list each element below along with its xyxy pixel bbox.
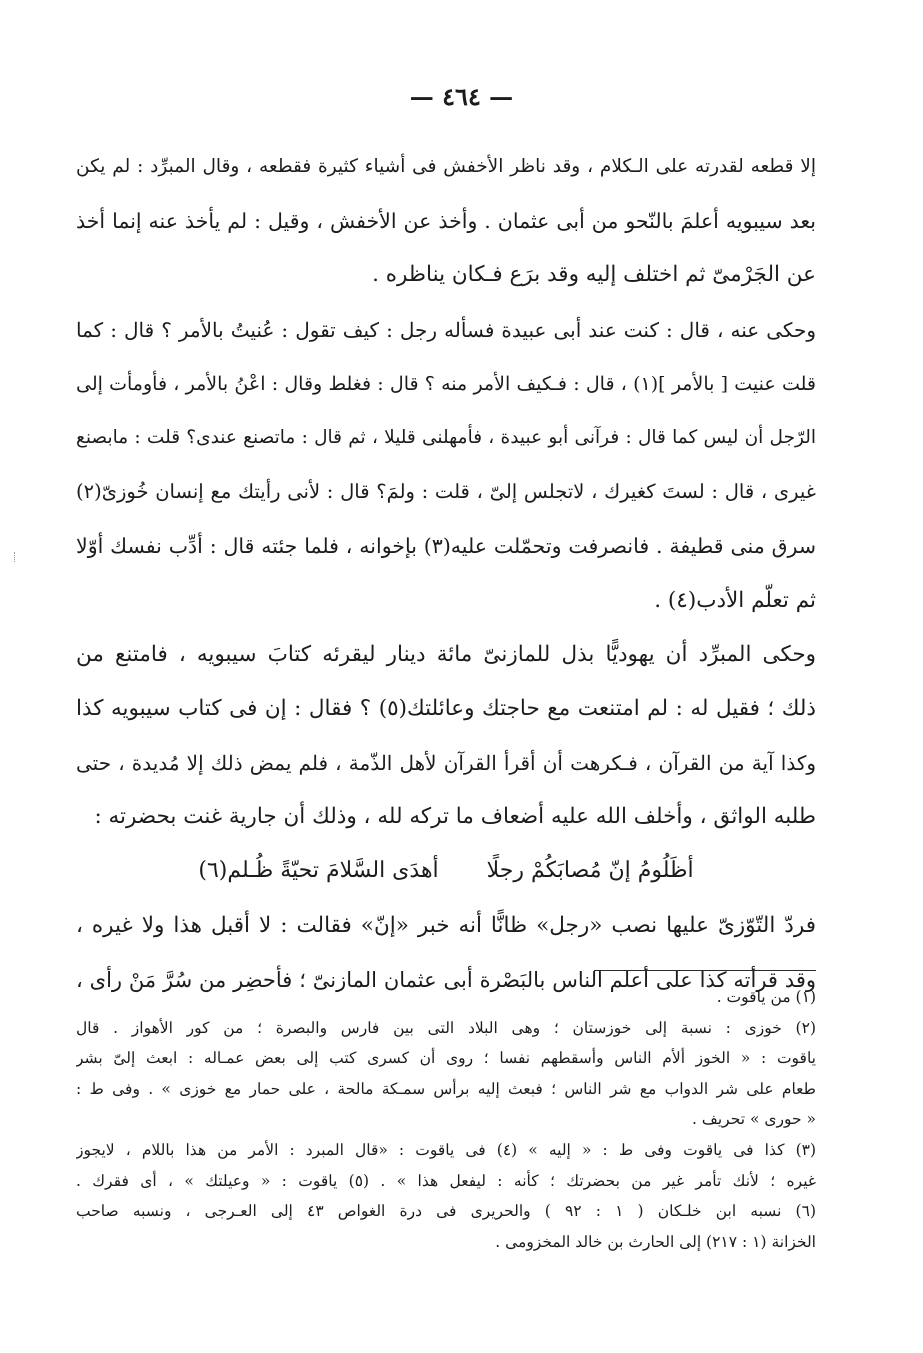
footnote-separator bbox=[594, 970, 816, 971]
page-number: — ٤٦٤ — bbox=[409, 82, 514, 111]
footnote-line: ياقوت : « الخوز ألأم الناس وأسقطهم نفسا ؛ روى أن كسرى كتب إلى بعض عمـاله : ابعث إلىّ بشر bbox=[76, 1049, 816, 1068]
footnote-line: طعام على شر الدواب مع شر الناس ؛ فبعث إليه برأس سمـكة مالحة ، على حمار مع خوزى » . وفى ط : bbox=[76, 1079, 816, 1098]
text-line: عن الجَرْمىّ ثم اختلف إليه وقد برَع فـكان يناظره . bbox=[372, 262, 816, 288]
footnote-line: (٦) نسبه ابن خلـكان ( ١ : ٩٢ ) والحريرى فى درة الغواص ٤٣ إلى العـرجى ، ونسبه صاحب bbox=[76, 1202, 816, 1221]
verse-second-hemistich: أهدَى السَّلامَ تحيّةً ظُـلم(٦) bbox=[198, 858, 439, 884]
footnote-line: « حورى » تحريف . bbox=[691, 1110, 816, 1129]
text-line: طلبه الواثق ، وأخلف الله عليه أضعاف ما تركه لله ، وذلك أن جارية غنت بحضرته : bbox=[94, 804, 816, 830]
text-line: وحكى المبرِّد أن يهوديًّا بذل للمازنىّ مائة دينار ليقرئه كتابَ سيبويه ، فامتنع من bbox=[76, 641, 816, 667]
footnote-line: (١) من ياقوت . bbox=[716, 988, 816, 1006]
poetry-verse bbox=[76, 844, 816, 898]
text-line: الرّجل أن ليس كما قال : فرآنى أبو عبيدة ، فأمهلنى قليلا ، ثم قال : ماتصنع عندى؟ قلت : مابصنع bbox=[76, 426, 816, 448]
text-line: وكذا آية من القرآن ، فـكرهت أن أقرأ القرآن لأهل الذّمة ، فلم يمض ذلك إلا مُديدة ، حتى bbox=[76, 751, 816, 776]
main-text bbox=[76, 140, 816, 1007]
footnote-line: (٣) كذا فى ياقوت وفى ط : « إليه » (٤) فى ياقوت : «قال المبرد : الأمر من هذا باللام ، لايجوز bbox=[76, 1140, 816, 1159]
text-line: بعد سيبويه أعلمَ بالنّحو من أبى عثمان . وأخذ عن الأخفش ، وقيل : لم يأخذ عنه إنما أخذ bbox=[76, 209, 816, 234]
footnote-line: الخزانة (١ : ٢١٧) إلى الحارث بن خالد المخزومى . bbox=[495, 1232, 816, 1251]
margin-speck bbox=[14, 552, 19, 562]
footnotes bbox=[76, 982, 816, 1257]
text-line: ذلك ؛ فقيل له : لم امتنعت مع حاجتك وعائلتك(٥) ؟ فقال : إن فى كتاب سيبويه كذا bbox=[76, 695, 816, 721]
text-line: قلت عنيت [ بالأمر ](١) ، قال : فـكيف الأمر منه ؟ قال : فغلط وقال : اعْنُ بالأمر ، فأومأت إلى bbox=[76, 372, 816, 395]
text-line: وحكى عنه ، قال : كنت عند أبى عبيدة فسأله رجل : كيف تقول : عُنيتُ بالأمر ؟ قال : كما bbox=[76, 317, 816, 342]
verse-first-hemistich: أظَلُومُ إنّ مُصابَكُمْ رجلًا bbox=[486, 858, 694, 884]
text-line: وقد قرأته كذا على أعلم الناس بالبَصْرة أبى عثمان المازنىّ ؛ فأحضِر من سُرَّ مَنْ رأى ، bbox=[76, 967, 816, 992]
footnote-line: (٢) خوزى : نسبة إلى خوزستان ؛ وهى البلاد التى بين فارس والبصرة ؛ من كور الأهواز . قال bbox=[76, 1018, 816, 1037]
text-line: غيرى ، قال : لستَ كغيرك ، لاتجلس إلىّ ، قلت : ولمَ؟ قال : لأنى رأيتك مع إنسان خُوزىّ(٢) bbox=[76, 480, 816, 504]
text-line: فردّ التّوّزىّ عليها نصب «رجل» ظانًّا أنه خبر «إنّ» فقالت : لا أقبل هذا ولا غيره ، bbox=[76, 912, 816, 938]
footnote-line: غيره ؛ لأنك تأمر غير من بحضرتك ؛ كأنه : ليفعل هذا » . (٥) ياقوت : « وعيلتك » ، أى فقرك . bbox=[76, 1171, 816, 1190]
text-line: سرق منى قطيفة . فانصرفت وتحمّلت عليه(٣) بإخوانه ، فلما جئته قال : أدِّب نفسك أوّلا bbox=[76, 534, 816, 559]
text-line: إلا قطعه لقدرته على الـكلام ، وقد ناظر الأخفش فى أشياء كثيرة فقطعه ، وقال المبرِّد : لم يكن bbox=[76, 156, 816, 177]
text-line: ثم تعلّم الأدب(٤) . bbox=[654, 587, 816, 613]
